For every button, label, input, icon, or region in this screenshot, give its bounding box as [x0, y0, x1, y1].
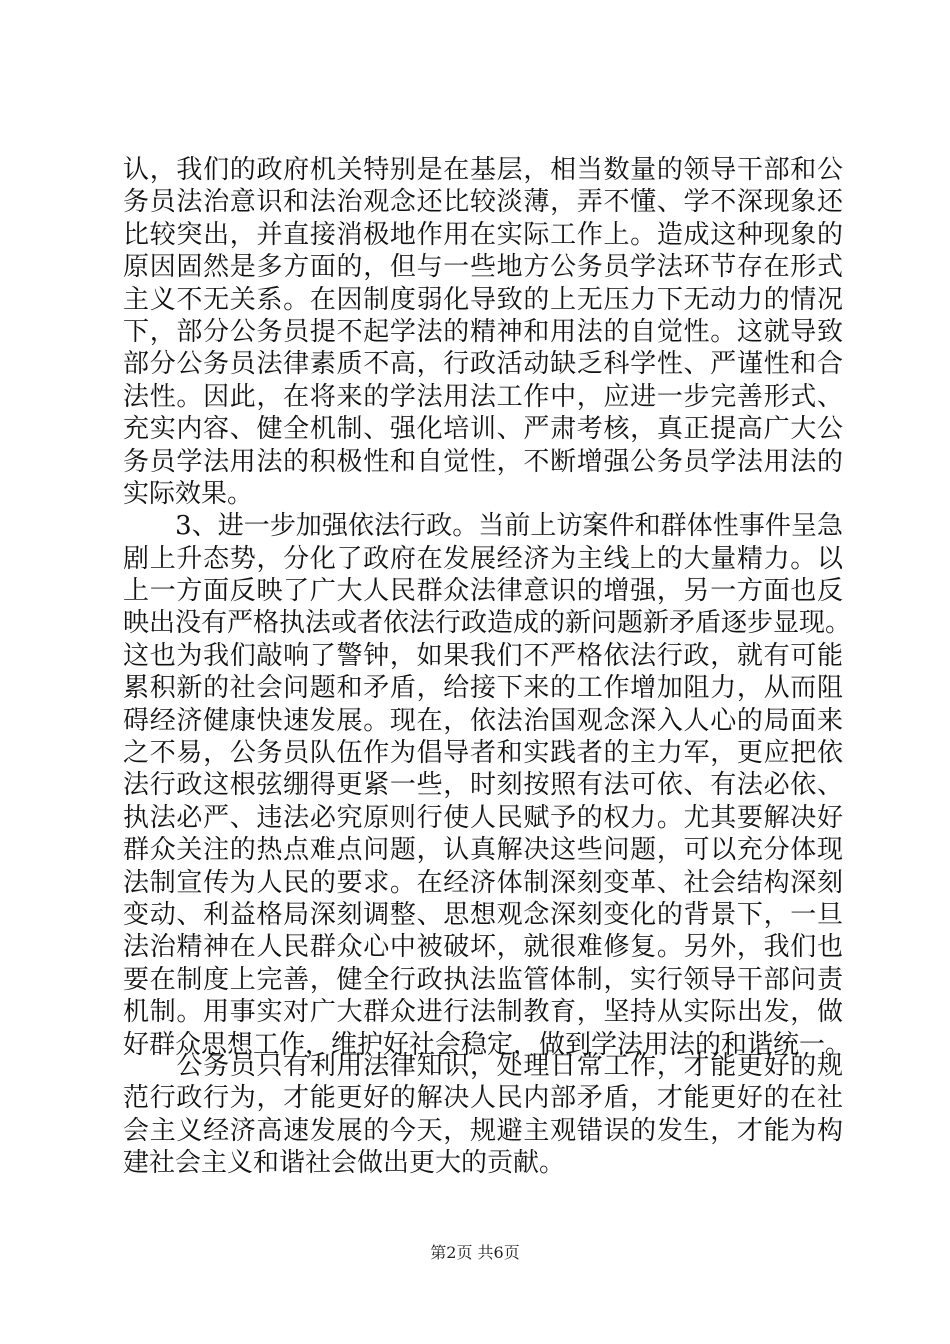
text-line: 3、进一步加强依法行政。当前上访案件和群体性事件呈急	[123, 511, 843, 542]
text-line: 法制宣传为人民的要求。在经济体制深刻变革、社会结构深刻	[123, 867, 843, 898]
text-line: 好群众思想工作，维护好社会稳定，做到学法用法的和谐统一。	[123, 1029, 852, 1060]
text-line: 群众关注的热点难点问题，认真解决这些问题，可以充分体现	[123, 835, 843, 866]
text-line: 主义不无关系。在因制度弱化导致的上无压力下无动力的情况	[123, 284, 843, 315]
text-line: 会主义经济高速发展的今天，规避主观错误的发生，才能为构	[123, 1115, 843, 1146]
text-line: 建社会主义和谐社会做出更大的贡献。	[123, 1148, 566, 1179]
text-line: 部分公务员法律素质不高，行政活动缺乏科学性、严谨性和合	[123, 349, 843, 380]
page-number-footer: 第2页 共6页	[430, 1243, 520, 1262]
text-line: 累积新的社会问题和矛盾，给接下来的工作增加阻力，从而阻	[123, 673, 843, 704]
text-line: 实际效果。	[123, 478, 254, 509]
text-line: 要在制度上完善，健全行政执法监管体制，实行领导干部问责	[123, 964, 843, 995]
text-line: 法行政这根弦绷得更紧一些，时刻按照有法可依、有法必依、	[123, 770, 843, 801]
text-line: 剧上升态势，分化了政府在发展经济为主线上的大量精力。以	[123, 543, 843, 574]
text-line: 这也为我们敲响了警钟，如果我们不严格依法行政，就有可能	[123, 640, 843, 671]
text-line: 映出没有严格执法或者依法行政造成的新问题新矛盾逐步显现。	[123, 608, 852, 639]
text-line: 充实内容、健全机制、强化培训、严肃考核，真正提高广大公	[123, 414, 843, 445]
text-line: 公务员只有利用法律知识，处理日常工作，才能更好的规	[123, 1051, 843, 1081]
text-line: 范行政行为，才能更好的解决人民内部矛盾，才能更好的在社	[123, 1083, 843, 1114]
body-text	[123, 154, 852, 1061]
text-line: 务员学法用法的积极性和自觉性，不断增强公务员学法用法的	[123, 446, 843, 477]
text-line: 变动、利益格局深刻调整、思想观念深刻变化的背景下，一旦	[123, 899, 843, 930]
closing-paragraph	[123, 1050, 843, 1180]
text-line: 原因固然是多方面的，但与一些地方公务员学法环节存在形式	[123, 252, 843, 283]
text-line: 比较突出，并直接消极地作用在实际工作上。造成这种现象的	[123, 219, 843, 250]
text-line: 碍经济健康快速发展。现在，依法治国观念深入人心的局面来	[123, 705, 843, 736]
text-line: 法性。因此，在将来的学法用法工作中，应进一步完善形式、	[123, 381, 843, 412]
text-line: 之不易，公务员队伍作为倡导者和实践者的主力军，更应把依	[123, 738, 843, 769]
text-line: 认，我们的政府机关特别是在基层，相当数量的领导干部和公	[123, 155, 843, 185]
text-line: 上一方面反映了广大人民群众法律意识的增强，另一方面也反	[123, 576, 843, 607]
text-line: 执法必严、违法必究原则行使人民赋予的权力。尤其要解决好	[123, 802, 843, 833]
text-line: 务员法治意识和法治观念还比较淡薄，弄不懂、学不深现象还	[123, 187, 843, 218]
text-line: 下，部分公务员提不起学法的精神和用法的自觉性。这就导致	[123, 316, 843, 347]
text-line: 法治精神在人民群众心中被破坏，就很难修复。另外，我们也	[123, 932, 843, 963]
text-line: 机制。用事实对广大群众进行法制教育，坚持从实际出发，做	[123, 997, 843, 1028]
